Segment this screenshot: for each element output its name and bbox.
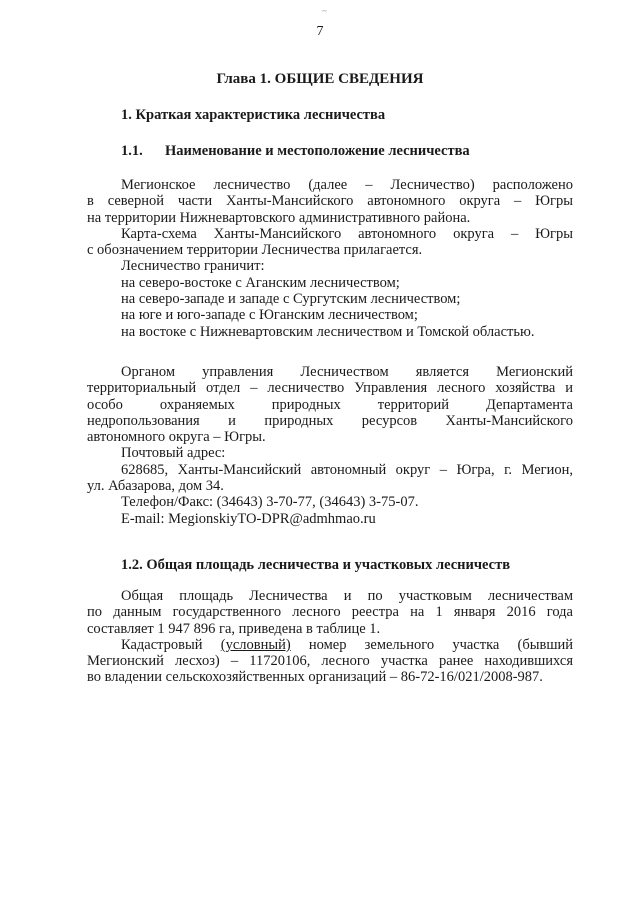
section-1-1-body — [87, 177, 573, 340]
borders-intro: Лесничество граничит: — [121, 258, 265, 275]
management-line: Органом управления Лесничеством является Мегионский — [121, 364, 573, 380]
border-item: на юге и юго-западе с Юганским лесничеством; — [121, 307, 418, 324]
management-block — [87, 364, 573, 527]
para2-line: Карта-схема Ханты-Мансийского автономного округа – Югры — [121, 225, 573, 242]
border-item: на востоке с Нижневартовским лесничеством и Томской областью. — [121, 323, 535, 340]
management-line: территориальный отдел – лесничество Управления лесного хозяйства и — [87, 380, 573, 397]
area-line: Общая площадь Лесничества и по участковым лесничествам — [121, 588, 573, 604]
cadastral-text: номер земельного участка (бывший — [290, 636, 574, 653]
management-line: особо охраняемых природных территорий Департамента — [87, 396, 573, 413]
section-1-1-number: 1.1. — [121, 143, 143, 159]
cadastral-underlined: (условный) — [220, 636, 291, 653]
para1-line: на территории Нижневартовского административного района. — [87, 209, 471, 226]
email-line: E-mail: MegionskiyTO-DPR@admhmao.ru — [121, 510, 376, 527]
area-line: составляет 1 947 896 га, приведена в таблице 1. — [87, 620, 381, 637]
section-1-title: 1. Краткая характеристика лесничества — [121, 107, 386, 123]
cadastral-text: Кадастровый — [121, 636, 221, 653]
section-1-2-body — [87, 588, 573, 686]
management-line: автономного округа – Югры. — [87, 429, 266, 446]
section-1-1-heading — [121, 143, 470, 160]
section-1-1-title: Наименование и местоположение лесничества — [165, 143, 470, 159]
phone-line: Телефон/Факс: (34643) 3-70-77, (34643) 3-75-07. — [121, 494, 419, 511]
page-number: 7 — [316, 24, 324, 39]
address-line: ул. Абазарова, дом 34. — [87, 478, 224, 495]
chapter-title: Глава 1. ОБЩИЕ СВЕДЕНИЯ — [216, 71, 424, 87]
para1-line: Мегионское лесничество (далее – Лесничество) расположено — [121, 177, 573, 193]
cadastral-line: во владении сельскохозяйственных организаций – 86-72-16/021/2008-987. — [87, 669, 543, 686]
address-line: 628685, Ханты-Мансийский автономный округ – Югра, г. Мегион, — [121, 461, 573, 478]
para1-line: в северной части Ханты-Мансийского автономного округа – Югры — [87, 193, 573, 210]
border-item: на северо-западе и западе с Сургутским лесничеством; — [121, 291, 461, 308]
cadastral-line: Мегионский лесхоз) – 11720106, лесного участка ранее находившихся — [87, 653, 573, 670]
cadastral-line — [87, 637, 573, 653]
area-line: по данным государственного лесного реестра на 1 января 2016 года — [87, 604, 573, 621]
address-label: Почтовый адрес: — [121, 445, 226, 462]
management-line: недропользования и природных ресурсов Ханты-Мансийского — [87, 412, 573, 429]
border-item: на северо-востоке с Аганским лесничеством; — [121, 274, 400, 291]
scan-mark: ~ — [322, 6, 327, 16]
section-1-2-title: 1.2. Общая площадь лесничества и участковых лесничеств — [121, 557, 511, 573]
para2-line: с обозначением территории Лесничества прилагается. — [87, 242, 423, 259]
